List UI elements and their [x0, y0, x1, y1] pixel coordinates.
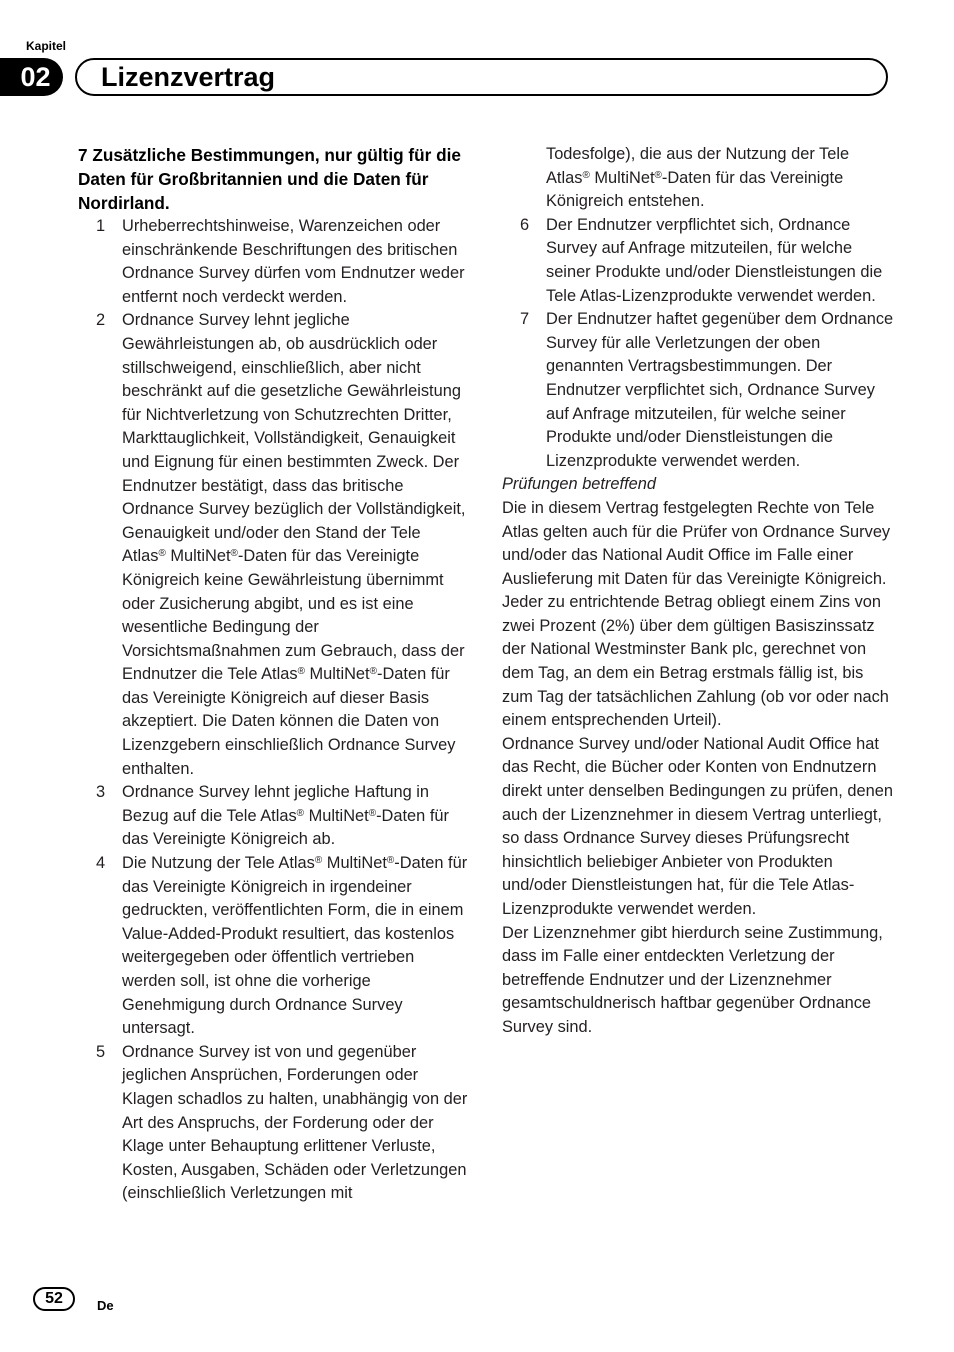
item-continuation: Todesfolge), die aus der Nutzung der Tele Atlas® MultiNet®-Daten für das Vereinigte Königreich entstehen.: [546, 145, 850, 211]
registered-mark: ®: [230, 548, 238, 560]
list-item: [78, 852, 468, 1041]
paragraph: Ordnance Survey und/oder National Audit Office hat das Recht, die Bücher oder Konten von Endnutzern direkt unter denselben Bedingungen zu prüfen, denen auch der Lizenznehmer in diesem Vertrag unterliegt, so dass Ordnance Survey dieses Prüfungsrecht hinsichtlich beliebiger Anbieter von Produkten und/oder Dienstleistungen hat, für die Tele Atlas-Lizenzprodukte verwendet werden.: [502, 734, 893, 918]
list-item: [502, 214, 894, 308]
registered-mark: ®: [386, 855, 395, 867]
registered-mark: ®: [296, 807, 305, 819]
registered-mark: ®: [582, 169, 590, 181]
item-text: Der Endnutzer haftet gegenüber dem Ordnance Survey für alle Verletzungen der oben genannten Vertragsbestimmungen. Der Endnutzer verpflichtet sich, Ordnance Survey auf Anfrage mitzuteilen, für welche seiner Produkte und/oder Dienstleistungen die Lizenzprodukte verwendet werden.: [546, 310, 894, 470]
item-number: 5: [96, 1042, 106, 1061]
right-column: [502, 143, 894, 1040]
chapter-title-box: [75, 58, 888, 96]
item-text: Die Nutzung der Tele Atlas® MultiNet®-Daten für das Vereinigte Königreich in irgendeiner gedruckten, veröffentlichten Form, die in einem Value-Added-Produkt resultiert, das kostenlos weitergegeben oder öffentlich vertrieben werden soll, ist ohne die vorherige Genehmigung durch Ordnance Survey untersagt.: [122, 854, 468, 1038]
list-item: [78, 781, 468, 852]
registered-mark: ®: [158, 548, 166, 560]
kapitel-label: Kapitel: [26, 39, 67, 53]
registered-mark: ®: [297, 666, 305, 678]
paragraph: Die in diesem Vertrag festgelegten Rechte von Tele Atlas gelten auch für die Prüfer von Ordnance Survey und/oder das National Audit Office im Falle einer Auslieferung mit Daten für das Vereinigte Königreich. Jeder zu entrichtende Betrag obliegt einem Zins von zwei Prozent (2%) über dem gültigen Basiszinssatz der National Westminster Bank plc, gerechnet von dem Tag, an dem ein Betrag erstmals fällig ist, bis zum Tag der tatsächlichen Zahlung (ob vor oder nach einem entsprechenden Urteil).: [502, 498, 891, 730]
item-text: Urheberrechtshinweise, Warenzeichen oder einschränkende Beschriftungen des britischen Ordnance Survey dürfen vom Endnutzer weder entfernt noch verdeckt werden.: [122, 217, 465, 306]
registered-mark: ®: [369, 666, 377, 678]
registered-mark: ®: [654, 169, 662, 181]
subheading: Prüfungen betreffend: [502, 475, 657, 494]
paragraph: Der Lizenznehmer gibt hierdurch seine Zustimmung, dass im Falle einer entdeckten Verletzung der betreffende Endnutzer und der Lizenznehmer gesamtschuldnerisch haftbar gegenüber Ordnance Survey sind.: [502, 923, 883, 1036]
list-item: [502, 308, 894, 473]
list-item: [78, 215, 468, 309]
item-number: 1: [96, 217, 106, 235]
item-text: Ordnance Survey ist von und gegenüber jeglichen Ansprüchen, Forderungen oder Klagen schadlos zu halten, unabhängig von der Art des Anspruchs, der Forderung oder der Klage unter Behauptung erlittener Verluste, Kosten, Ausgaben, Schäden oder Verletzungen (einschließlich Verletzungen mit: [122, 1042, 468, 1203]
item-number: 4: [96, 854, 106, 873]
list-item: [78, 1041, 468, 1206]
page-number: 52: [33, 1287, 75, 1311]
list-item: [78, 309, 468, 781]
item-text: Der Endnutzer verpflichtet sich, Ordnance Survey auf Anfrage mitzuteilen, für welche seiner Produkte und/oder Dienstleistungen die Tele Atlas-Lizenzprodukte verwendet werden.: [546, 215, 883, 305]
item-text: Ordnance Survey lehnt jegliche Gewährleistungen ab, ob ausdrücklich oder stillschweigend, einschließlich, aber nicht beschränkt auf die gesetzliche Gewährleistung für Nichtverletzung von Schutzrechten Dritter, Markttauglichkeit, Vollständigkeit, Genauigkeit und Eignung für einen bestimmten Zweck. Der Endnutzer bestätigt, dass das britische Ordnance Survey bezüglich der Vollständigkeit, Genauigkeit und/oder den Stand der Tele Atlas® MultiNet®-Daten für das Vereinigte Königreich keine Gewährleistung übernimmt oder Zusicherung abgibt, und es ist eine wesentliche Bedingung der Vorsichtsmaßnahmen zum Gebrauch, dass der Endnutzer die Tele Atlas® MultiNet®-Daten für das Vereinigte Königreich auf dieser Basis akzeptiert. Die Daten können die Daten von Lizenzgebern einschließlich Ordnance Survey enthalten.: [122, 311, 466, 778]
item-number: 2: [96, 311, 106, 330]
section-heading: 7 Zusätzliche Bestimmungen, nur gültig für die Daten für Großbritannien und die Daten für Nordirland.: [78, 145, 461, 213]
item-number: 6: [520, 215, 530, 234]
item-text: Ordnance Survey lehnt jegliche Haftung in Bezug auf die Tele Atlas® MultiNet®-Daten für das Vereinigte Königreich ab.: [122, 783, 449, 849]
language-code: De: [97, 1298, 114, 1313]
chapter-number-tab: 02: [0, 58, 63, 96]
chapter-title: Lizenzvertrag: [101, 62, 276, 92]
left-column: [78, 143, 468, 1206]
item-number: 7: [520, 310, 530, 329]
item-number: 3: [96, 783, 106, 802]
registered-mark: ®: [368, 807, 377, 819]
registered-mark: ®: [314, 855, 323, 867]
